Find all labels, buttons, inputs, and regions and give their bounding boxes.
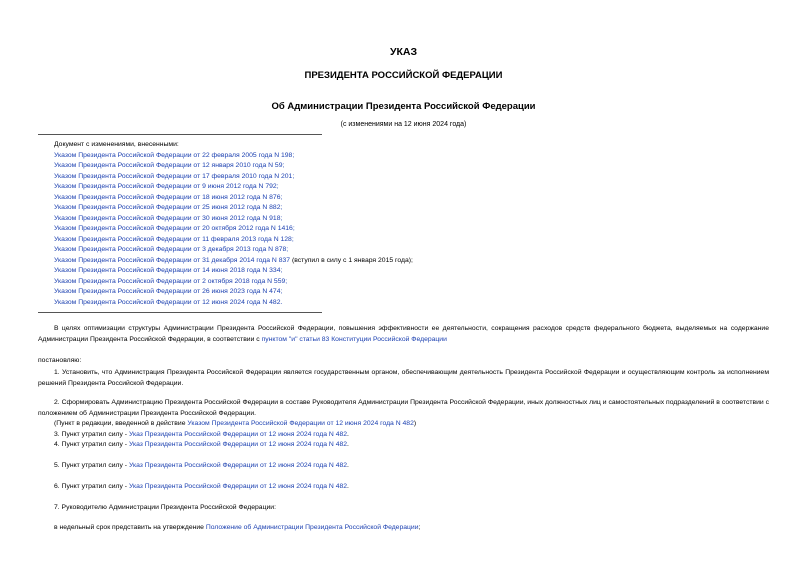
- amendment-item: [54, 151, 413, 162]
- amendment-link[interactable]: Указом Президента Российской Федерации от 18 июня 2012 года N 876;: [54, 193, 283, 201]
- regulation-link[interactable]: Положение об Администрации Президента Российской Федерации: [205, 524, 419, 531]
- note-link[interactable]: Указом Президента Российской Федерации от 12 июня 2024 года N 482: [187, 420, 414, 427]
- doc-type-title: УКАЗ: [389, 46, 418, 58]
- amendment-item: [54, 287, 413, 298]
- amendment-link[interactable]: Указом Президента Российской Федерации от 20 октября 2012 года N 1416;: [54, 225, 295, 232]
- amendment-item: [54, 182, 413, 193]
- amendment-item: [54, 235, 413, 246]
- amendment-item: [54, 203, 413, 214]
- amendment-link[interactable]: Указом Президента Российской Федерации от 2 октября 2018 года N 559;: [54, 277, 288, 285]
- instruction-prefix: в недельный срок представить на утверждение: [54, 524, 206, 531]
- amendment-link[interactable]: Указом Президента Российской Федерации от 22 февраля 2005 года N 198;: [54, 151, 295, 159]
- amendments-list: [54, 140, 413, 308]
- repeal-link[interactable]: Указ Президента Российской Федерации от 12 июня 2024 года N 482: [128, 483, 348, 490]
- amendment-link[interactable]: Указом Президента Российской Федерации от 17 февраля 2010 года N 201;: [54, 172, 295, 180]
- amendment-item: [54, 277, 413, 288]
- preamble-text: В целях оптимизации структуры Администрации Президента Российской Федерации, повышения эффективности ее деятельности, сокращения расходов средств федерального бюджета, выделяемых на содержание Администрации Президента Российской Федерации, в соответствии с: [38, 325, 769, 343]
- paragraph-4: [38, 440, 769, 451]
- paragraph-6: [38, 482, 769, 493]
- paragraph-5: [38, 461, 769, 472]
- amendment-link[interactable]: Указом Президента Российской Федерации от 12 января 2010 года N 59;: [54, 162, 285, 169]
- amendment-item: [54, 245, 413, 256]
- paragraph-2-note: [38, 419, 769, 430]
- revision-note: (с изменениями на 12 июня 2024 года): [340, 121, 467, 128]
- amendment-link[interactable]: Указом Президента Российской Федерации от 3 декабря 2013 года N 878;: [54, 246, 289, 253]
- preamble-paragraph: [38, 324, 769, 345]
- note-suffix: ): [413, 420, 417, 427]
- repeal-prefix: 6. Пункт утратил силу -: [54, 483, 129, 490]
- amendment-note: (вступил в силу с 1 января 2015 года);: [290, 256, 413, 264]
- amendment-link[interactable]: Указом Президента Российской Федерации от 11 февраля 2013 года N 128;: [54, 235, 294, 243]
- repeal-prefix: 5. Пункт утратил силу -: [54, 462, 129, 469]
- repeal-link[interactable]: Указ Президента Российской Федерации от 12 июня 2024 года N 482: [128, 431, 348, 438]
- amendment-link[interactable]: Указом Президента Российской Федерации от 9 июня 2012 года N 792;: [54, 183, 279, 190]
- constitution-link[interactable]: пунктом "и" статьи 83 Конституции Российской Федерации: [261, 335, 447, 343]
- amendment-item: [54, 172, 413, 183]
- period: .: [347, 431, 349, 438]
- amendment-item: [54, 214, 413, 225]
- amendment-link[interactable]: Указом Президента Российской Федерации от 25 июня 2012 года N 882;: [54, 204, 283, 211]
- amendment-item: [54, 224, 413, 235]
- repeal-prefix: 4. Пункт утратил силу -: [54, 441, 129, 448]
- amendments-heading: Документ с изменениями, внесенными:: [54, 141, 179, 148]
- period: .: [347, 441, 349, 448]
- divider-top: [38, 134, 322, 135]
- amendment-item: [54, 161, 413, 172]
- amendment-item: [54, 193, 413, 204]
- paragraph-7: 7. Руководителю Администрации Президента Российской Федерации:: [54, 504, 276, 511]
- decree-word: постановляю:: [38, 357, 82, 364]
- divider-bottom: [38, 312, 322, 313]
- repeal-link[interactable]: Указ Президента Российской Федерации от 12 июня 2024 года N 482: [128, 462, 348, 469]
- repeal-link[interactable]: Указ Президента Российской Федерации от 12 июня 2024 года N 482: [128, 441, 348, 448]
- amendment-item: [54, 256, 413, 267]
- amendment-link[interactable]: Указом Президента Российской Федерации от 14 июня 2018 года N 334;: [54, 267, 283, 274]
- period: .: [347, 483, 349, 490]
- paragraph-7a: [38, 523, 769, 534]
- instruction-suffix: ;: [418, 524, 421, 531]
- note-prefix: (Пункт в редакции, введенной в действие: [54, 420, 188, 427]
- amendment-link[interactable]: Указом Президента Российской Федерации от 31 декабря 2014 года N 837: [54, 256, 291, 264]
- amendment-item: [54, 266, 413, 277]
- issuer-title: ПРЕЗИДЕНТА РОССИЙСКОЙ ФЕДЕРАЦИИ: [304, 70, 503, 81]
- amendment-link[interactable]: Указом Президента Российской Федерации от 26 июня 2023 года N 474;: [54, 288, 283, 295]
- paragraph-3: [38, 430, 769, 441]
- paragraph-1: 1. Установить, что Администрация Президента Российской Федерации является государственным органом, обеспечивающим деятельность Президента Российской Федерации и осуществляющим контроль за исполнением решений Президента Российской Федерации.: [38, 369, 769, 387]
- amendment-link[interactable]: Указом Президента Российской Федерации от 12 июня 2024 года N 482.: [54, 298, 283, 306]
- paragraph-2: 2. Сформировать Администрацию Президента Российской Федерации в составе Руководителя Администрации Президента Российской Федерации, иных должностных лиц и самостоятельных подразделений в соответствии с положением об Администрации Президента Российской Федерации.: [38, 399, 769, 417]
- amendment-link[interactable]: Указом Президента Российской Федерации от 30 июня 2012 года N 918;: [54, 214, 283, 222]
- repeal-prefix: 3. Пункт утратил силу -: [54, 431, 129, 438]
- period: .: [347, 462, 349, 469]
- amendment-item: [54, 298, 413, 309]
- document-title: Об Администрации Президента Российской Федерации: [271, 101, 536, 112]
